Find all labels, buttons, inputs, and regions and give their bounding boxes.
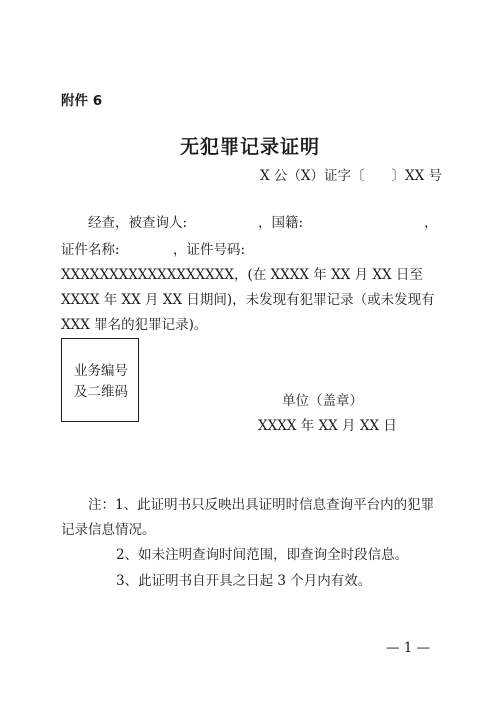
body-line-3: XXXXXXXXXXXXXXXXXX，(在 XXXX 年 XX 月 XX 日至 [61, 267, 423, 283]
note-2: 2、如未注明查询时间范围，即查询全时段信息。 [116, 547, 409, 563]
note-1: 注：1、此证明书只反映出具证明时信息查询平台内的犯罪 [88, 497, 435, 513]
attachment-label: 附件 6 [61, 93, 103, 109]
body-line-4: XXXX 年 XX 月 XX 日期间)，未发现有犯罪记录（或未发现有 [61, 292, 435, 308]
note-1-continued: 记录信息情况。 [61, 522, 156, 538]
document-title: 无犯罪记录证明 [179, 136, 320, 158]
body-line-2-id-type: 证件名称: [61, 242, 120, 258]
qr-code-box [61, 338, 139, 422]
qr-box-label-2: 及二维码 [74, 384, 128, 400]
note-3: 3、此证明书自开具之日起 3 个月内有效。 [116, 573, 372, 589]
body-line-1-subject: 经查，被查询人: [88, 215, 188, 231]
body-line-1-nationality: ，国籍: [258, 215, 304, 231]
document-number: X 公（X）证字〔 〕XX 号 [260, 168, 443, 184]
body-line-1-comma: ， [424, 215, 438, 231]
qr-box-label-1: 业务编号 [74, 363, 128, 379]
issuer-seal: 单位（盖章） [282, 393, 363, 409]
issue-date: XXXX 年 XX 月 XX 日 [258, 418, 397, 434]
body-line-2-id-number: ，证件号码: [173, 242, 246, 258]
page-number: — 1 — [386, 640, 431, 656]
body-line-5: XXX 罪名的犯罪记录)。 [61, 317, 208, 333]
